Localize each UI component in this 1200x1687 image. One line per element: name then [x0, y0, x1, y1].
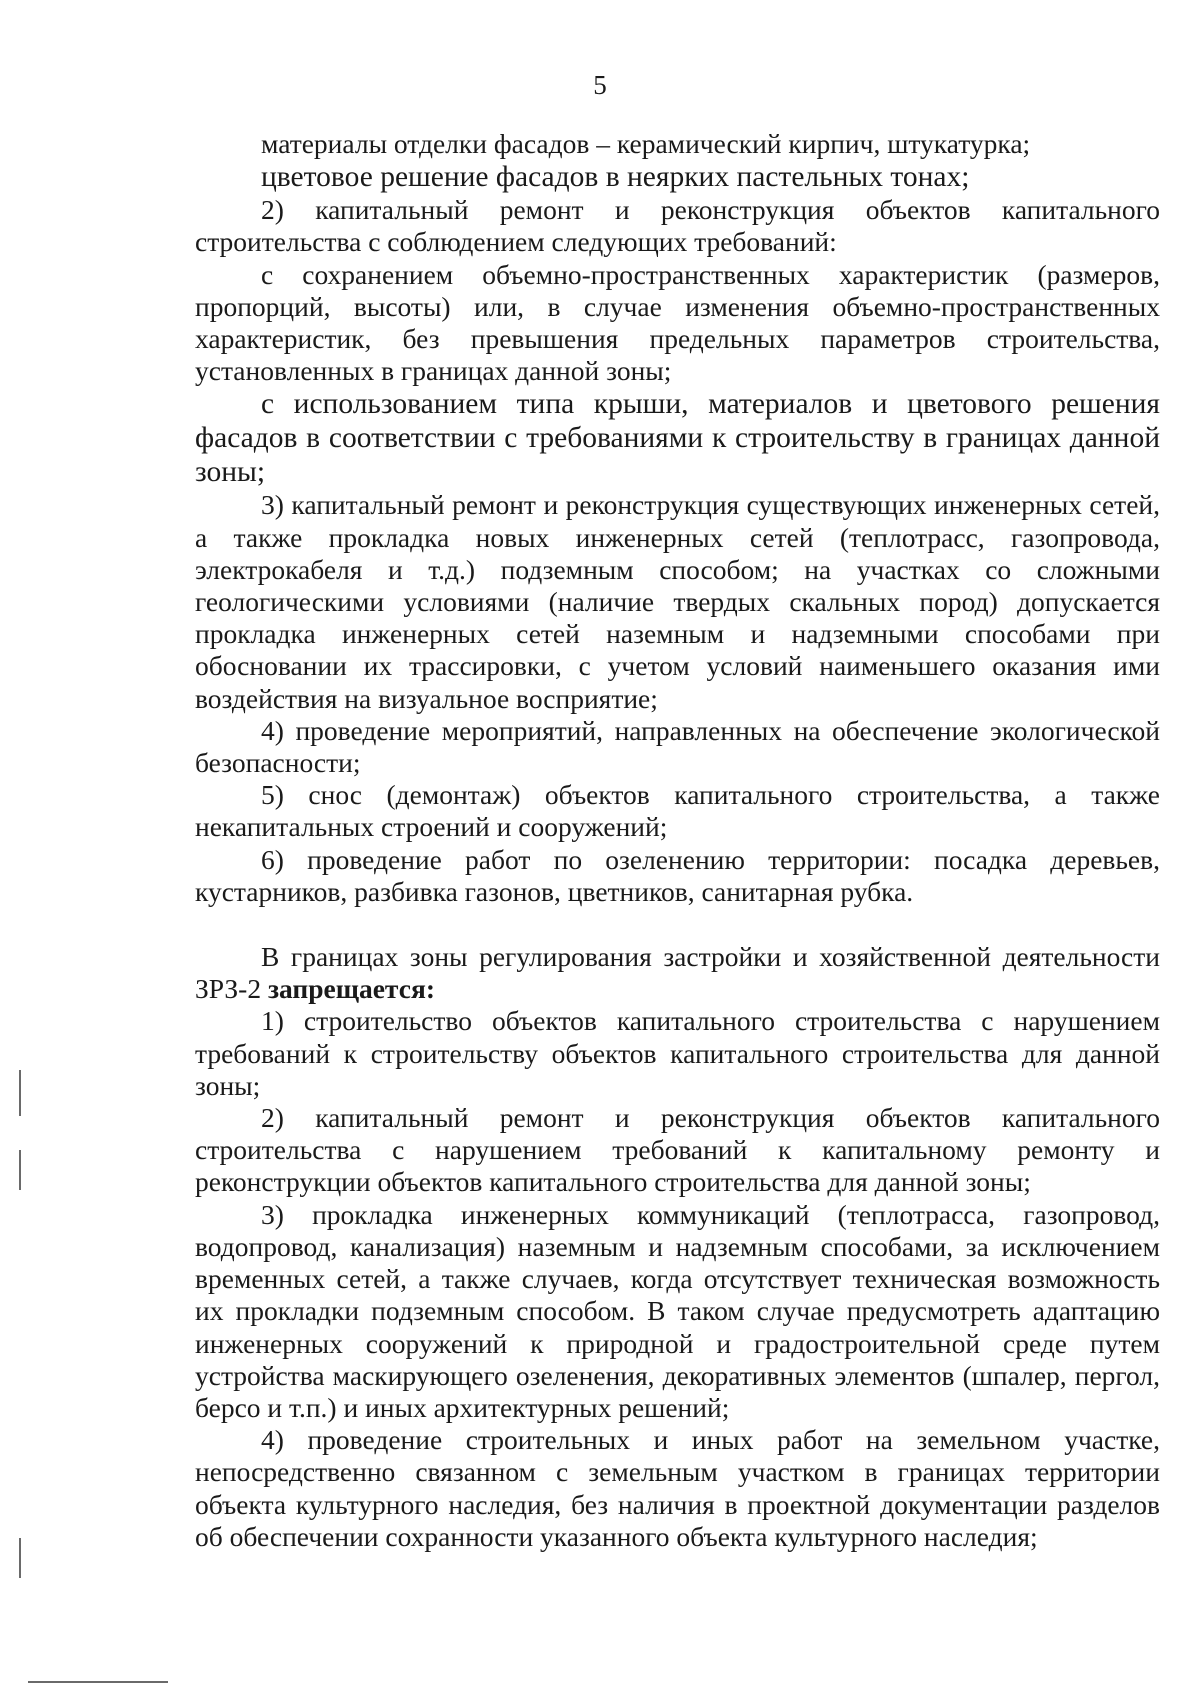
- scan-mark-left-1: [19, 1070, 21, 1116]
- scan-mark-left-3: [19, 1538, 21, 1578]
- prohibition-item-3: 3) прокладка инженерных коммуникаций (теплотрасса, газопровод, водопровод, канализация) наземным и надземным способами, за исключением временных сетей, а также случаев, когда отсутствует техническая возможность их прокладки подземным способом. В таком случае предусмотреть адаптацию инженерных сооружений к природной и градостроительной среде путем устройства маскирующего озеленения, декоративных элементов (шпалер, пергол, берсо и т.п.) и иных архитектурных решений;: [195, 1198, 1160, 1423]
- paragraph-roof-type: с использованием типа крыши, материалов и цветового решения фасадов в соответствии с требованиями к строительству в границах данной зоны;: [195, 388, 1160, 489]
- paragraph-facade-colors: цветовое решение фасадов в неярких пастельных тонах;: [261, 161, 970, 194]
- prohibition-intro: В границах зоны регулирования застройки и хозяйственной деятельности ЗРЗ-2: [195, 941, 1160, 1005]
- paragraph-item-3: 3) капитальный ремонт и реконструкция существующих инженерных сетей, а также прокладка новых инженерных сетей (теплотрасс, газопровода, электрокабеля и т.д.) подземным способом; на участках со сложными геологическими условиями (наличие твердых скальных пород) допускается прокладка инженерных сетей наземным и надземными способами при обосновании их трассировки, с учетом условий наименьшего оказания ими воздействия на визуальное восприятие;: [195, 489, 1160, 714]
- scan-mark-bottom: [28, 1681, 168, 1683]
- prohibition-emphasis: запрещается:: [267, 973, 436, 1005]
- prohibition-item-1: 1) строительство объектов капитального строительства с нарушением требований к строительству объектов капитального строительства для данной зоны;: [195, 1005, 1160, 1101]
- paragraph-item-2: 2) капитальный ремонт и реконструкция объектов капитального строительства с соблюдением следующих требований:: [195, 194, 1160, 258]
- paragraph-item-6: 6) проведение работ по озеленению территории: посадка деревьев, кустарников, разбивка газонов, цветников, санитарная рубка.: [195, 843, 1160, 907]
- paragraph-item-5: 5) снос (демонтаж) объектов капитального строительства, а также некапитальных строений и сооружений;: [195, 779, 1160, 843]
- prohibition-item-4: 4) проведение строительных и иных работ на земельном участке, непосредственно связанном с земельным участком в границах территории объекта культурного наследия, без наличия в проектной документации разделов об обеспечении сохранности указанного объекта культурного наследия;: [195, 1424, 1160, 1552]
- page-number: 5: [593, 70, 607, 100]
- paragraph-preserve-characteristics: с сохранением объемно-пространственных характеристик (размеров, пропорций, высоты) или, в случае изменения объемно-пространственных характеристик, без превышения предельных параметров строительства, установленных в границах данной зоны;: [195, 258, 1160, 387]
- scan-mark-left-2: [19, 1150, 21, 1190]
- paragraph-facade-materials: материалы отделки фасадов – керамический кирпич, штукатурка;: [261, 128, 1031, 159]
- paragraph-item-4: 4) проведение мероприятий, направленных на обеспечение экологической безопасности;: [195, 714, 1160, 779]
- section-gap: [195, 908, 1160, 941]
- prohibition-heading: [195, 941, 1160, 1005]
- document-body: [195, 128, 1160, 1553]
- prohibition-item-2: 2) капитальный ремонт и реконструкция объектов капитального строительства с нарушением требований к капитальному ремонту и реконструкции объектов капитального строительства для данной зоны;: [195, 1102, 1160, 1198]
